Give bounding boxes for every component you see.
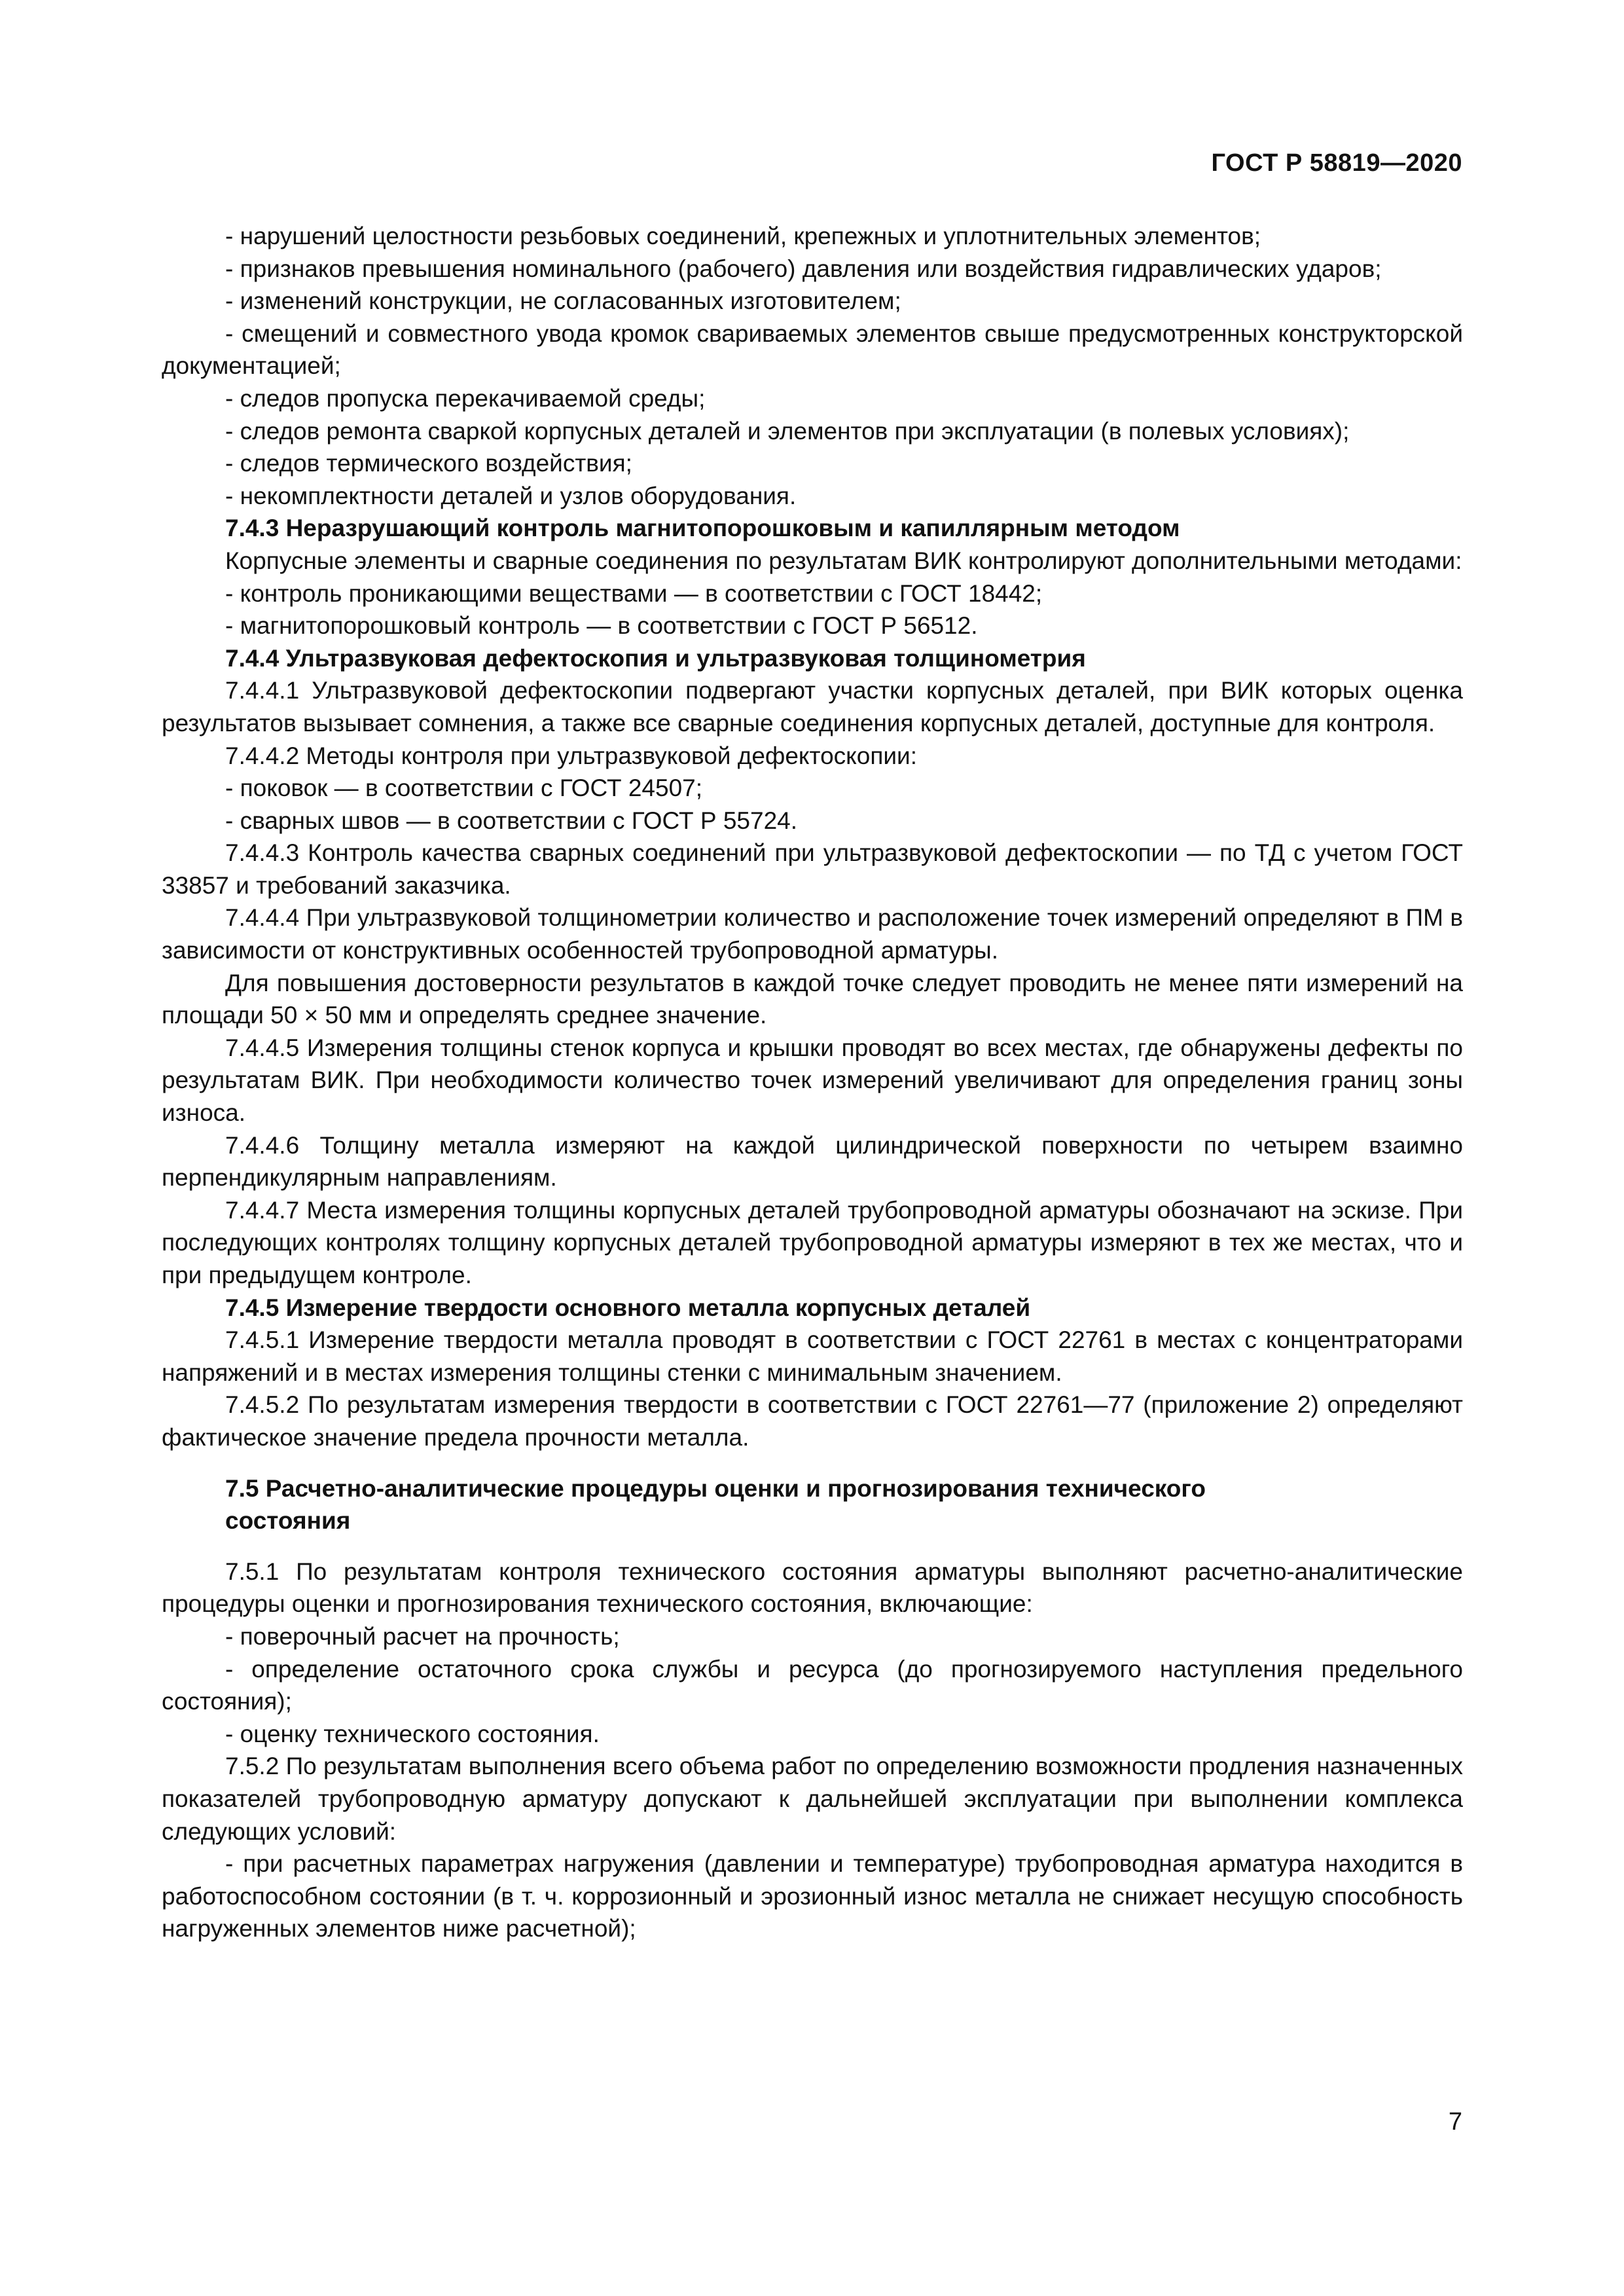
section-heading-7-4-4: 7.4.4 Ультразвуковая дефектоскопия и ультразвуковая толщинометрия	[225, 644, 1086, 672]
paragraph-list-item: - поверочный расчет на прочность;	[225, 1622, 620, 1650]
paragraph: 7.4.4.1 Ультразвуковой дефектоскопии подвергают участки корпусных деталей, при ВИК которых оценка результатов вызывает сомнения, а также все сварные соединения корпусных деталей, доступные для контроля.	[162, 677, 1463, 737]
paragraph-list-item: - некомплектности деталей и узлов оборудования.	[225, 482, 797, 509]
document-body	[162, 220, 1463, 1945]
document-code-header: ГОСТ Р 58819—2020	[1211, 149, 1462, 177]
paragraph-list-item: - признаков превышения номинального (рабочего) давления или воздействия гидравлических ударов;	[225, 255, 1382, 282]
paragraph-list-item: - смещений и совместного увода кромок свариваемых элементов свыше предусмотренных конструкторской документацией;	[162, 319, 1463, 380]
paragraph-list-item: - магнитопорошковый контроль — в соответствии с ГОСТ Р 56512.	[225, 612, 978, 640]
paragraph-list-item: - поковок — в соответствии с ГОСТ 24507;	[225, 774, 702, 802]
paragraph: 7.5.2 По результатам выполнения всего объема работ по определению возможности продления назначенных показателей трубопроводную арматуру допускают к дальнейшей эксплуатации при выполнении комплекса следующих условий:	[162, 1753, 1463, 1845]
paragraph-list-item: - определение остаточного срока службы и ресурса (до прогнозируемого наступления предельного состояния);	[162, 1655, 1463, 1715]
paragraph-list-item: - при расчетных параметрах нагружения (давлении и температуре) трубопроводная арматура находится в работоспособном состоянии (в т. ч. коррозионный и эрозионный износ металла не снижает несущую способность нагруженных элементов ниже расчетной);	[162, 1850, 1463, 1942]
paragraph-list-item: - следов ремонта сваркой корпусных деталей и элементов при эксплуатации (в полевых условиях);	[225, 417, 1350, 445]
section-heading-7-4-5: 7.4.5 Измерение твердости основного металла корпусных деталей	[225, 1294, 1031, 1321]
paragraph: 7.4.4.7 Места измерения толщины корпусных деталей трубопроводной арматуры обозначают на эскизе. При последующих контролях толщину корпусных деталей трубопроводной арматуры измеряют в тех же местах, что и при предыдущем контроле.	[162, 1196, 1463, 1288]
paragraph: 7.4.4.6 Толщину металла измеряют на каждой цилиндрической поверхности по четырем взаимно перпендикулярным направлениям.	[162, 1131, 1463, 1192]
paragraph: 7.4.4.4 При ультразвуковой толщинометрии количество и расположение точек измерений определяют в ПМ в зависимости от конструктивных особенностей трубопроводной арматуры.	[162, 904, 1463, 964]
paragraph: 7.4.4.5 Измерения толщины стенок корпуса и крышки проводят во всех местах, где обнаружены дефекты по результатам ВИК. При необходимости количество точек измерений увеличивают для определения границ зоны износа.	[162, 1034, 1463, 1127]
paragraph: Для повышения достоверности результатов в каждой точке следует проводить не менее пяти измерений на площади 50 × 50 мм и определять среднее значение.	[162, 969, 1463, 1029]
paragraph: 7.4.4.3 Контроль качества сварных соединений при ультразвуковой дефектоскопии — по ТД с учетом ГОСТ 33857 и требований заказчика.	[162, 839, 1463, 899]
paragraph: 7.5.1 По результатам контроля технического состояния арматуры выполняют расчетно-аналитические процедуры оценки и прогнозирования технического состояния, включающие:	[162, 1558, 1463, 1618]
section-heading-7-4-3: 7.4.3 Неразрушающий контроль магнитопорошковым и капиллярным методом	[225, 515, 1180, 542]
page-number: 7	[1448, 2108, 1462, 2136]
paragraph-list-item: - сварных швов — в соответствии с ГОСТ Р 55724.	[225, 807, 798, 834]
paragraph-list-item: - нарушений целостности резьбовых соединений, крепежных и уплотнительных элементов;	[225, 223, 1261, 249]
paragraph: 7.4.4.2 Методы контроля при ультразвуковой дефектоскопии:	[225, 742, 917, 769]
paragraph: Корпусные элементы и сварные соединения по результатам ВИК контролируют дополнительными методами:	[225, 547, 1462, 574]
paragraph-list-item: - изменений конструкции, не согласованных изготовителем;	[225, 287, 901, 315]
paragraph-list-item: - контроль проникающими веществами — в соответствии с ГОСТ 18442;	[225, 579, 1043, 607]
paragraph-list-item: - следов пропуска перекачиваемой среды;	[225, 384, 706, 412]
paragraph: 7.4.5.2 По результатам измерения твердости в соответствии с ГОСТ 22761—77 (приложение 2) определяют фактическое значение предела прочности металла.	[162, 1391, 1463, 1451]
paragraph-list-item: - следов термического воздействия;	[225, 450, 632, 477]
section-heading-7-5: 7.5 Расчетно-аналитические процедуры оценки и прогнозирования технического состояния	[225, 1474, 1206, 1535]
paragraph: 7.4.5.1 Измерение твердости металла проводят в соответствии с ГОСТ 22761 в местах с концентраторами напряжений и в местах измерения толщины стенки с минимальным значением.	[162, 1326, 1463, 1386]
paragraph-list-item: - оценку технического состояния.	[225, 1720, 600, 1747]
